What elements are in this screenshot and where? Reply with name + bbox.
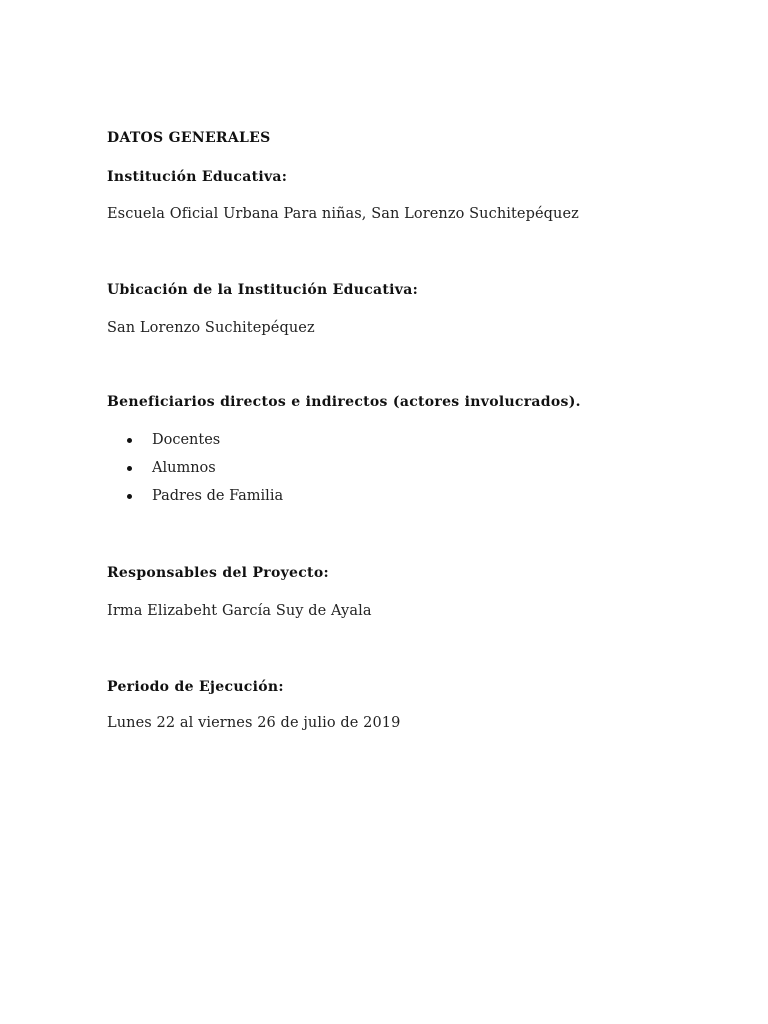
list-item-text: Alumnos [152,460,216,476]
section-heading: DATOS GENERALES [107,130,271,146]
responsables-value: Irma Elizabeht García Suy de Ayala [107,603,372,619]
ubicacion-label: Ubicación de la Institución Educativa: [107,282,419,298]
bullet-icon [127,438,132,443]
periodo-value: Lunes 22 al viernes 26 de julio de 2019 [107,715,401,731]
bullet-icon [127,466,132,471]
institucion-label: Institución Educativa: [107,169,288,185]
periodo-label: Periodo de Ejecución: [107,679,284,695]
list-item-text: Docentes [152,432,221,448]
beneficiarios-label: Beneficiarios directos e indirectos (actores involucrados). [107,394,581,410]
ubicacion-value: San Lorenzo Suchitepéquez [107,320,315,336]
responsables-label: Responsables del Proyecto: [107,565,329,581]
bullet-icon [127,494,132,499]
institucion-value: Escuela Oficial Urbana Para niñas, San Lorenzo Suchitepéquez [107,206,579,222]
list-item-text: Padres de Familia [152,488,284,504]
